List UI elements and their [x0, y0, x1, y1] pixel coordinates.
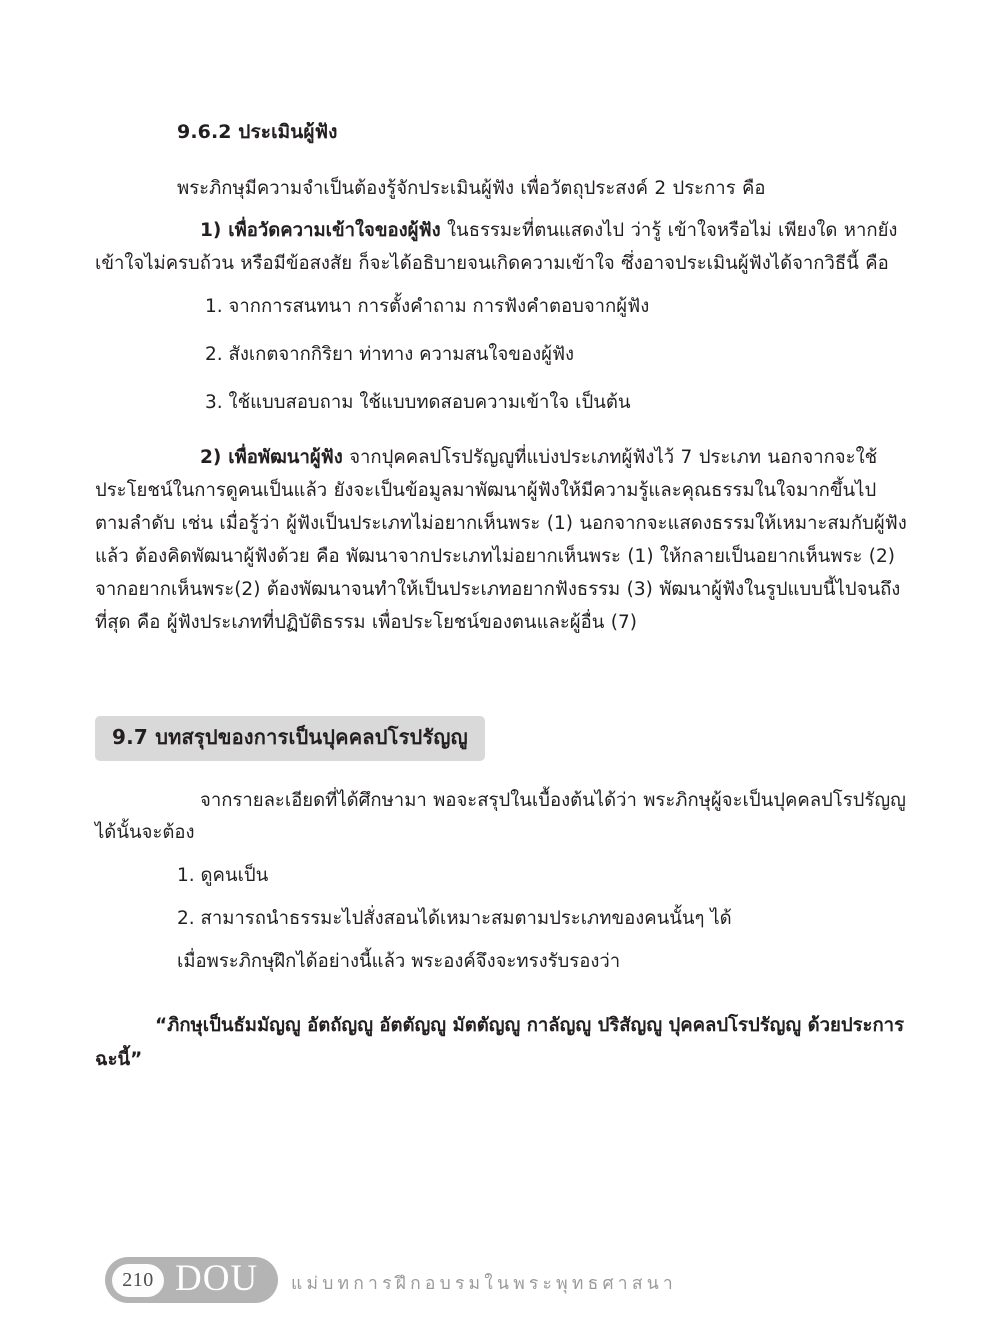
list-item-2-2: 2. สามารถนำธรรมะไปสั่งสอนได้เหมาะสมตามประเภทของคนนั้นๆ ได้: [177, 908, 732, 930]
purpose-2-paragraph: [95, 442, 907, 640]
dou-logo: DOU: [175, 1257, 259, 1299]
summary-closing-line: เมื่อพระภิกษุฝึกได้อย่างนี้แล้ว พระองค์จึงจะทรงรับรองว่า: [177, 951, 621, 973]
list-item-1-3: 3. ใช้แบบสอบถาม ใช้แบบทดสอบความเข้าใจ เป็นต้น: [205, 392, 631, 414]
page-content: [95, 118, 907, 1078]
section-heading-9-6-2: 9.6.2 ประเมินผู้ฟัง: [177, 121, 338, 143]
page-number: 210: [112, 1264, 164, 1297]
summary-paragraph: จากรายละเอียดที่ได้ศึกษามา พอจะสรุปในเบื้องต้นได้ว่า พระภิกษุผู้จะเป็นปุคคลปโรปรัญญูได้นั้นจะต้อง: [95, 789, 906, 844]
purpose-1-paragraph: [95, 215, 907, 281]
purpose-2-label: 2) เพื่อพัฒนาผู้ฟัง: [200, 447, 343, 469]
page-footer: [95, 1255, 915, 1315]
list-item-2-1: 1. ดูคนเป็น: [177, 865, 269, 887]
footer-title: แม่บทการฝึกอบรมในพระพุทธศาสนา: [291, 1274, 677, 1294]
list-item-1-2: 2. สังเกตจากกิริยา ท่าทาง ความสนใจของผู้ฟัง: [205, 344, 575, 366]
list-item-1-1: 1. จากการสนทนา การตั้งคำถาม การฟังคำตอบจากผู้ฟัง: [205, 296, 650, 318]
intro-paragraph: พระภิกษุมีความจำเป็นต้องรู้จักประเมินผู้ฟัง เพื่อวัตถุประสงค์ 2 ประการ คือ: [177, 177, 766, 199]
footer-badge: [105, 1257, 278, 1303]
section-heading-9-7: 9.7 บทสรุปของการเป็นปุคคลปโรปรัญญู: [95, 716, 485, 761]
purpose-2-body: จากปุคคลปโรปรัญญูที่แบ่งประเภทผู้ฟังไว้ 7 ประเภท นอกจากจะใช้ประโยชน์ในการดูคนเป็นแล้ว ยังจะเป็นข้อมูลมาพัฒนาผู้ฟังให้มีความรู้และคุณธรรมในใจมากขึ้นไปตามลำดับ เช่น เมื่อรู้ว่า ผู้ฟังเป็นประเภทไม่อยากเห็นพระ (1) นอกจากจะแสดงธรรมให้เหมาะสมกับผู้ฟังแล้ว ต้องคิดพัฒนาผู้ฟังด้วย คือ พัฒนาจากประเภทไม่อยากเห็นพระ (1) ให้กลายเป็นอยากเห็นพระ (2) จากอยากเห็นพระ(2) ต้องพัฒนาจนทำให้เป็นประเภทอยากฟังธรรม (3) พัฒนาผู้ฟังในรูปแบบนี้ไปจนถึงที่สุด คือ ผู้ฟังประเภทที่ปฏิบัติธรรม เพื่อประโยชน์ของตนและผู้อื่น (7): [95, 447, 907, 633]
purpose-1-body: ในธรรมะที่ตนแสดงไป ว่ารู้ เข้าใจหรือไม่ เพียงใด หากยังเข้าใจไม่ครบถ้วน หรือมีข้อสงสัย ก็จะได้อธิบายจนเกิดความเข้าใจ ซึ่งอาจประเมินผู้ฟังได้จากวิธีนี้ คือ: [95, 220, 898, 275]
purpose-1-label: 1) เพื่อวัดความเข้าใจของผู้ฟัง: [200, 220, 441, 242]
final-quote: “ภิกษุเป็นธัมมัญญู อัตถัญญู อัตตัญญู มัตตัญญู กาลัญญู ปริสัญญู ปุคคลปโรปรัญญู ด้วยประการฉะนี้”: [95, 1015, 905, 1071]
